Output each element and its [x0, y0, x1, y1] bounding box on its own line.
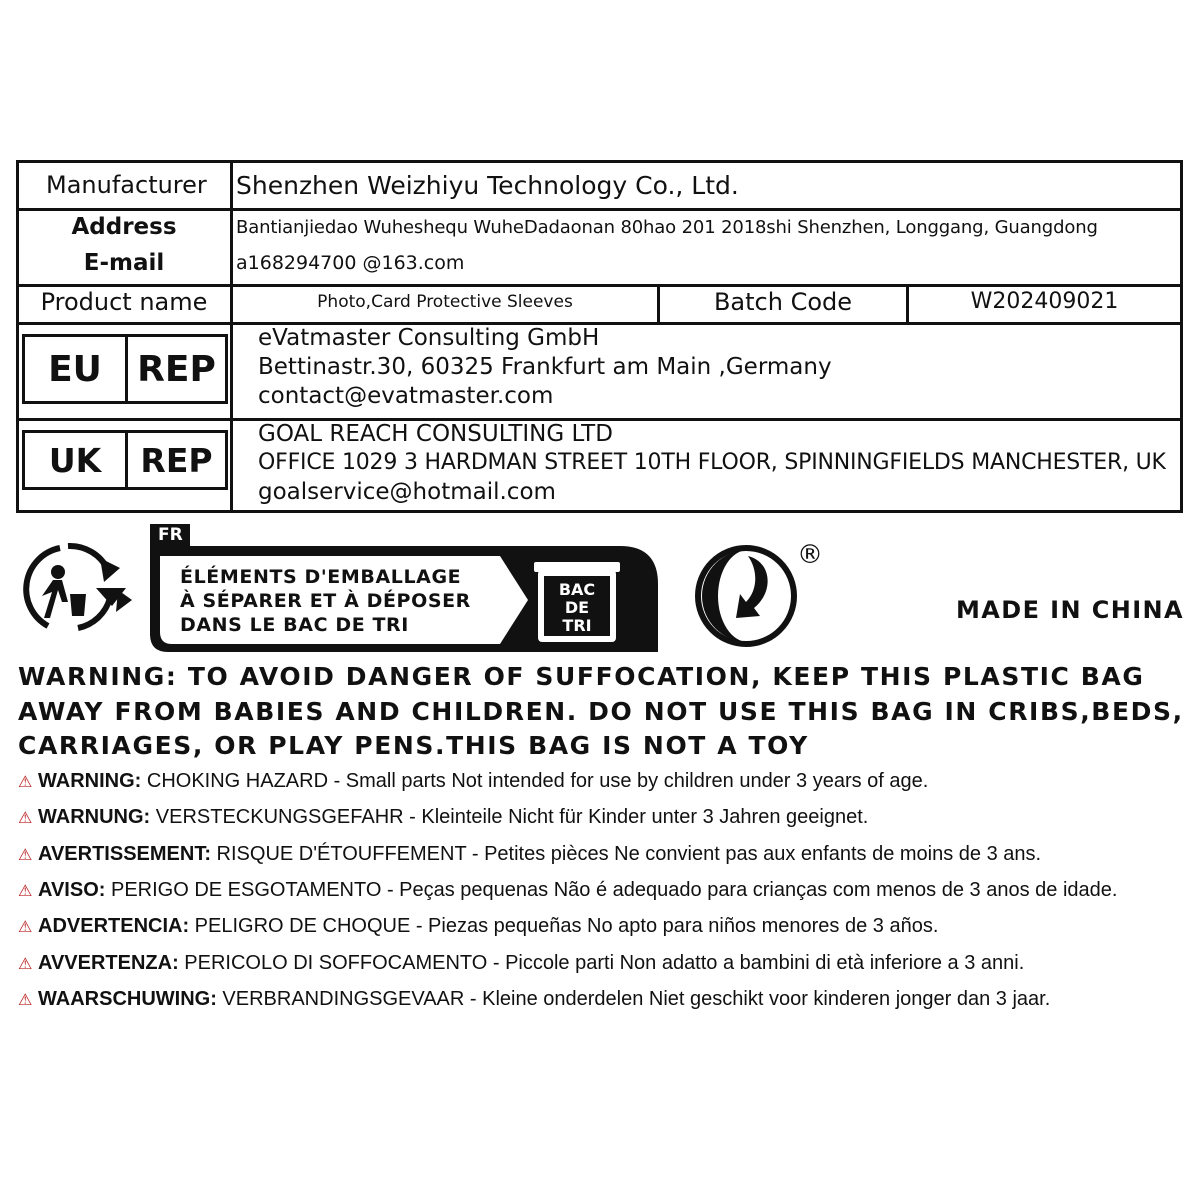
eu-rep-badge [22, 334, 228, 404]
warning-line [18, 988, 1050, 1011]
warning-triangle-icon: ⚠ [18, 919, 33, 937]
batch-code-value: W202409021 [970, 289, 1119, 314]
product-name-label: Product name [40, 288, 208, 316]
warning-line [18, 952, 1024, 975]
batch-code-label: Batch Code [713, 288, 853, 316]
eu-rep-email: contact@evatmaster.com [258, 383, 554, 409]
eu-rep-company: eVatmaster Consulting GmbH [258, 325, 600, 351]
divider [16, 322, 1183, 325]
green-dot-icon [694, 542, 804, 652]
info-tri-line1: ÉLÉMENTS D'EMBALLAGE [180, 566, 462, 588]
warning-triangle-icon: ⚠ [18, 955, 33, 973]
rep-label: REP [137, 348, 216, 390]
warning-text: RISQUE D'ÉTOUFFEMENT - Petites pièces Ne convient pas aux enfants de moins de 3 ans. [210, 842, 1042, 865]
uk-rep-address: OFFICE 1029 3 HARDMAN STREET 10TH FLOOR, SPINNINGFIELDS MANCHESTER, UK [258, 450, 1166, 475]
suffocation-warning: WARNING: TO AVOID DANGER OF SUFFOCATION, KEEP THIS PLASTIC BAG AWAY FROM BABIES AND CHILDREN. DO NOT USE THIS BAG IN CRIBS,BEDS, CARRIAGES, OR PLAY PENS.THIS BAG IS NOT A TOY [18, 662, 1184, 760]
divider [230, 160, 233, 513]
manufacturer-label: Manufacturer [46, 171, 207, 199]
made-in-text: MADE IN CHINA [956, 596, 1184, 624]
divider [16, 284, 1183, 287]
warning-text: VERBRANDINGSGEVAAR - Kleine onderdelen Niet geschikt voor kinderen jonger dan 3 jaar. [216, 987, 1051, 1010]
warning-triangle-icon: ⚠ [18, 810, 33, 828]
warning-label: AVERTISSEMENT: [38, 842, 211, 865]
eu-label: EU [48, 348, 102, 390]
uk-rep-badge [22, 430, 228, 490]
warning-triangle-icon: ⚠ [18, 846, 33, 864]
email-value: a168294700 @163.com [236, 252, 465, 274]
warning-triangle-icon: ⚠ [18, 774, 33, 791]
warning-line [18, 843, 1041, 866]
uk-rep-email: goalservice@hotmail.com [258, 479, 556, 505]
uk-rep-company: GOAL REACH CONSULTING LTD [258, 421, 613, 447]
warning-text: VERSTECKUNGSGEFAHR - Kleinteile Nicht für Kinder unter 3 Jahren geeignet. [150, 806, 869, 829]
country-code: FR [158, 525, 183, 545]
bin-text-3: TRI [562, 616, 592, 635]
warning-text: PERICOLO DI SOFFOCAMENTO - Piccole parti Non adatto a bambini di età inferiore a 3 anni. [178, 951, 1025, 974]
uk-label: UK [48, 440, 102, 480]
warning-text: PELIGRO DE CHOQUE - Piezas pequeñas No apto para niños menores de 3 años. [189, 915, 939, 938]
product-name-value: Photo,Card Protective Sleeves [317, 292, 573, 312]
warning-label: AVVERTENZA: [38, 951, 179, 974]
address-value: Bantianjiedao Wuheshequ WuheDadaonan 80hao 201 2018shi Shenzhen, Longgang, Guangdong [236, 217, 1098, 238]
warning-label: ADVERTENCIA: [38, 915, 190, 938]
bin-text-1: BAC [558, 580, 596, 599]
address-label: Address [71, 214, 177, 240]
email-label: E-mail [83, 250, 165, 276]
warning-triangle-icon: ⚠ [18, 882, 33, 900]
warning-label: AVISO: [38, 878, 106, 901]
registered-mark: ® [797, 540, 823, 570]
info-tri-line2: À SÉPARER ET À DÉPOSER [180, 590, 471, 612]
warning-line [18, 770, 928, 793]
warning-line [18, 879, 1117, 902]
warning-line [18, 806, 868, 829]
rep-label: REP [140, 440, 213, 480]
warning-label: WARNUNG: [38, 806, 151, 829]
bin-text-2: DE [564, 598, 590, 617]
eu-rep-address: Bettinastr.30, 60325 Frankfurt am Main ,Germany [258, 354, 832, 380]
warning-line [18, 915, 938, 938]
info-tri-line3: DANS LE BAC DE TRI [180, 614, 409, 636]
triman-icon [8, 540, 138, 632]
warning-label: WAARSCHUWING: [38, 987, 217, 1010]
info-tri-logo [150, 524, 660, 654]
divider [16, 208, 1183, 211]
warning-text: CHOKING HAZARD - Small parts Not intended for use by children under 3 years of age. [141, 770, 929, 792]
warning-label: WARNING: [38, 770, 142, 792]
manufacturer-value: Shenzhen Weizhiyu Technology Co., Ltd. [236, 171, 739, 200]
warning-text: PERIGO DE ESGOTAMENTO - Peças pequenas Não é adequado para crianças com menos de 3 anos de idade. [105, 878, 1118, 901]
warning-triangle-icon: ⚠ [18, 991, 33, 1009]
